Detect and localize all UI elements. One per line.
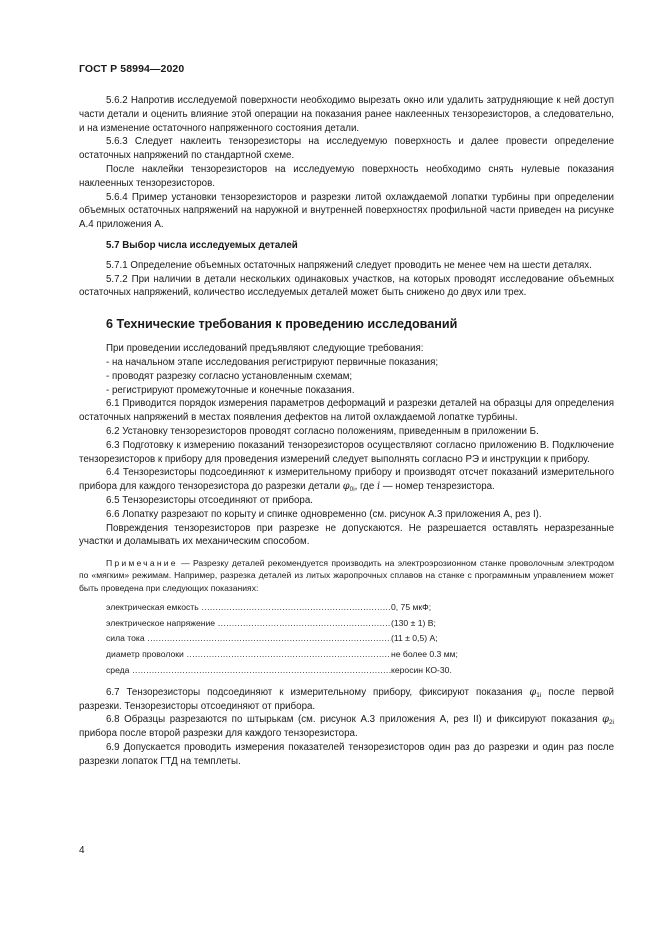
parameter-name: электрическое напряжение ..... bbox=[106, 616, 391, 632]
parameter-name: диаметр проволоки ..... bbox=[106, 647, 391, 663]
paragraph-6-7 bbox=[79, 686, 614, 714]
paragraph-6-6: 6.6 Лопатку разрезают по корыту и спинке одновременно (см. рисунок А.3 приложения А, рез I). bbox=[106, 508, 542, 520]
paragraph-6-4-text: — номер тензрезистора. bbox=[380, 481, 495, 493]
paragraph-6-3: 6.3 Подготовку к измерению показаний тензорезисторов осуществляют согласно приложению В. Подключение тензорезисторов к прибору для проведения измерений следует выполнять согласно РЭ и инструкции к прибору. bbox=[79, 439, 614, 465]
list-item: - на начальном этапе исследования регистрируют первичные показания; bbox=[106, 356, 439, 368]
parameter-row bbox=[106, 616, 614, 632]
paragraph-6-1: 6.1 Приводится порядок измерения параметров деформаций и разрезки деталей на образцы для определения остаточных напряжений в местах появления дефектов на литой охлаждаемой лопатке турбины. bbox=[79, 398, 614, 424]
paragraph-6-8 bbox=[79, 713, 614, 741]
phi-subscript: 0i bbox=[349, 486, 355, 494]
paragraph-6-4 bbox=[79, 466, 614, 494]
requirements-list bbox=[79, 356, 614, 397]
parameter-value: керосин КО-30. bbox=[391, 664, 452, 675]
section-heading-6: 6 Технические требования к проведению исследований bbox=[106, 317, 458, 332]
paragraph-5-6-4: 5.6.4 Пример установки тензорезисторов и разрезки литой охлаждаемой лопатки турбины при определении объемных остаточных напряжений на наружной и внутренней поверхностях профильной части приведен на рисунке А.4 приложения А. bbox=[79, 191, 614, 231]
paragraph-zero-readings: После наклейки тензорезисторов на исследуемую поверхность необходимо снять нулевые показания наклеенных тензорезисторов. bbox=[79, 163, 614, 189]
paragraph-5-7-2: 5.7.2 При наличии в детали нескольких одинаковых участков, на которых проводят исследование объемных остаточных напряжений, количество исследуемых деталей может быть снижено до двух или трех. bbox=[79, 273, 614, 299]
list-item: - регистрируют промежуточные и конечные показания. bbox=[106, 384, 355, 396]
parameter-name: сила тока ..... bbox=[106, 631, 391, 647]
phi-symbol: φ bbox=[342, 481, 350, 493]
parameter-value: не более 0.3 мм; bbox=[391, 649, 458, 660]
parameter-row bbox=[106, 647, 614, 663]
phi-symbol: φ bbox=[529, 686, 537, 698]
note-block bbox=[79, 557, 614, 679]
parameter-name: среда ..... bbox=[106, 663, 391, 679]
paragraph-6-9: 6.9 Допускается проводить измерения показателей тензорезисторов один раз до разрезки и один раз после разрезки лопаток ГТД на темплеты. bbox=[79, 741, 614, 767]
page-number: 4 bbox=[79, 845, 85, 856]
phi-symbol: φ bbox=[602, 714, 609, 726]
paragraph-6-7-text: 6.7 Тензорезисторы подсоединяют к измерительному прибору, фиксируют показания bbox=[106, 686, 530, 698]
phi-subscript: 2i bbox=[608, 719, 614, 727]
paragraph-6-7-text: после первой разрезки. Тензорезисторы отсоединяют от прибора. bbox=[79, 686, 614, 712]
document-header: ГОСТ Р 58994—2020 bbox=[79, 63, 185, 75]
paragraph-damage: Повреждения тензорезисторов при разрезке не допускаются. Не разрешается оставлять неразрезанные участки и доламывать их механическим способом. bbox=[79, 522, 614, 548]
note-label: Примечание bbox=[106, 558, 178, 569]
document-body bbox=[79, 94, 614, 768]
parameter-row bbox=[106, 631, 614, 647]
paragraph-6-8-text: 6.8 Образцы разрезаются по штырькам (см. рисунок А.3 приложения А, рез II) и фиксируют показания bbox=[106, 714, 603, 726]
parameter-value: (11 ± 0,5) А; bbox=[391, 633, 438, 644]
paragraph-5-6-3: 5.6.3 Следует наклеить тензорезисторы на исследуемую поверхность и далее провести определение остаточных напряжений по стандартной схеме. bbox=[79, 136, 614, 162]
list-item: - проводят разрезку согласно установленным схемам; bbox=[106, 370, 353, 382]
index-symbol: i bbox=[377, 481, 381, 493]
parameters-list bbox=[106, 600, 614, 679]
note-text: — Разрезку деталей рекомендуется производить на электроэрозионном станке проволочным электродом по «мягким» режимам. Например, разрезка деталей из литых жаропрочных сплавов на станке с программным управлением может быть проведена при следующих показаниях: bbox=[79, 558, 614, 593]
note-paragraph bbox=[79, 557, 614, 594]
parameter-row bbox=[106, 600, 614, 616]
parameter-name: электрическая емкость ..... bbox=[106, 600, 391, 616]
paragraph-6-2: 6.2 Установку тензорезисторов проводят согласно положениям, приведенным в приложении Б. bbox=[106, 425, 539, 437]
subsection-heading-5-7: 5.7 Выбор числа исследуемых деталей bbox=[106, 239, 298, 251]
paragraph-6-4-text: 6.4 Тензорезисторы подсоединяют к измерительному прибору и производят отсчет показаний измерительного прибора для каждого тензорезистора до разрезки детали bbox=[79, 467, 614, 493]
paragraph-6-5: 6.5 Тензорезисторы отсоединяют от прибора. bbox=[106, 494, 313, 506]
parameter-row bbox=[106, 663, 614, 679]
paragraph-6-8-text: прибора после второй разрезки для каждого тензорезистора. bbox=[79, 728, 358, 740]
paragraph-requirements-lead: При проведении исследований предъявляют следующие требования: bbox=[106, 343, 424, 355]
paragraph-5-7-1: 5.7.1 Определение объемных остаточных напряжений следует проводить не менее чем на шести деталях. bbox=[106, 259, 592, 271]
parameter-value: 0, 75 мкФ; bbox=[391, 601, 432, 612]
parameter-value: (130 ± 1) В; bbox=[391, 617, 436, 628]
paragraph-6-4-text: , где bbox=[354, 481, 377, 493]
phi-subscript: 1i bbox=[536, 691, 542, 699]
paragraph-5-6-2: 5.6.2 Напротив исследуемой поверхности необходимо вырезать окно или удалить затрудняющие к ней доступ части детали и оценить влияние этой операции на показания ранее наклеенных тензорезисторов, а следовательно, и на изменение остаточного напряженного состояния детали. bbox=[79, 95, 614, 134]
